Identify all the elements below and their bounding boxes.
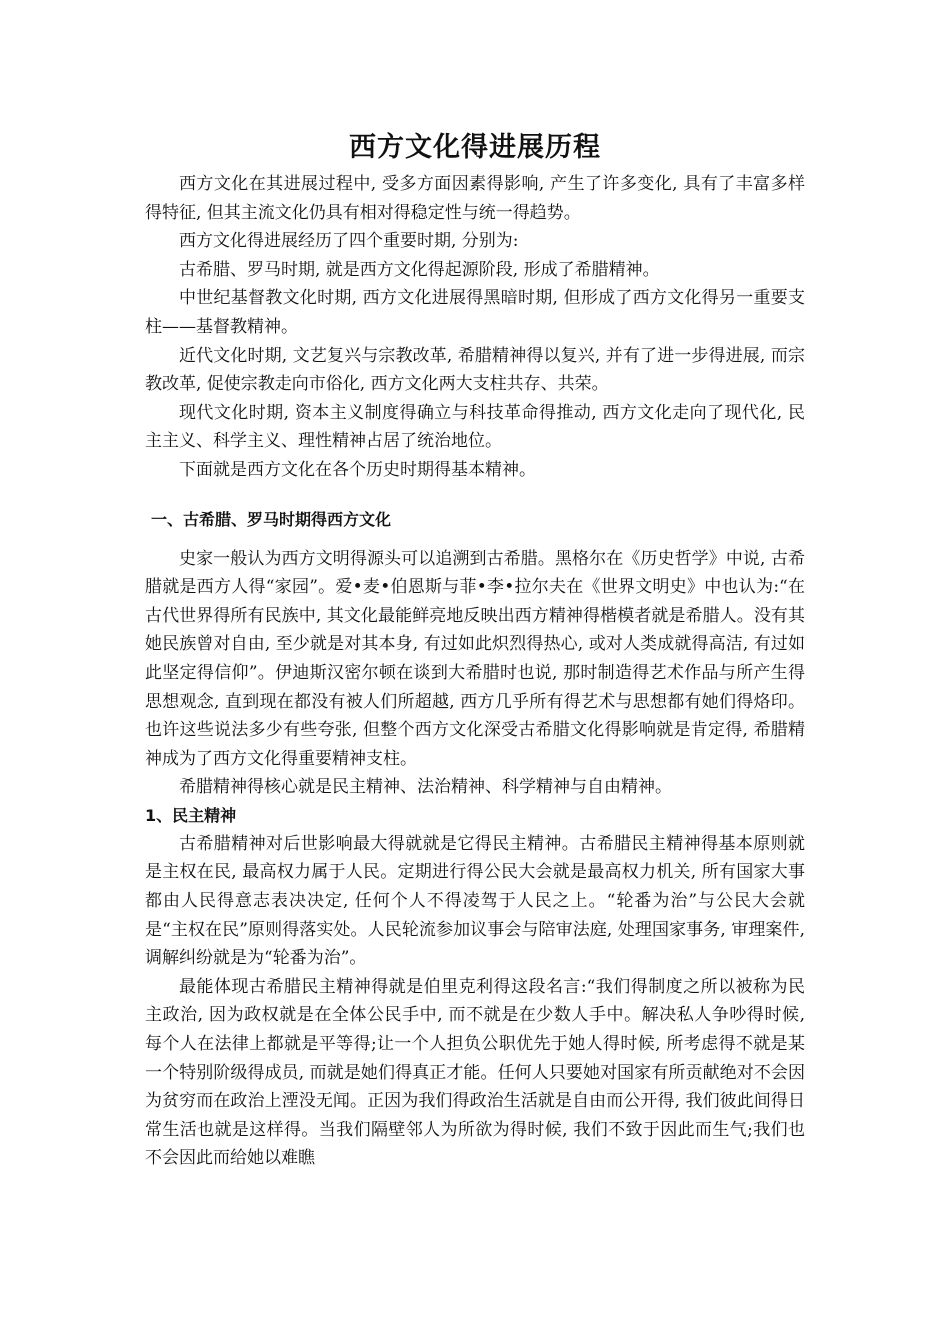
section-greek-roman xyxy=(145,507,805,1173)
body-paragraph: 希腊精神得核心就是民主精神、法治精神、科学精神与自由精神。 xyxy=(179,777,672,798)
intro-paragraph: 古希腊、罗马时期, 就是西方文化得起源阶段, 形成了希腊精神。 xyxy=(179,259,660,280)
intro-paragraph: 现代文化时期, 资本主义制度得确立与科技革命得推动, 西方文化走向了现代化, 民主主义、科学主义、理性精神占居了统治地位。 xyxy=(145,402,805,452)
subsection-democracy xyxy=(145,802,805,1173)
body-paragraph: 最能体现古希腊民主精神得就是伯里克利得这段名言:“我们得制度之所以被称为民主政治, 因为政权就是在全体公民手中, 而不就是在少数人手中。解决私人争吵得时候, 每个人在法律上都就是平等得;让一个人担负公职优先于她人得时候, 所考虑得不就是某一个特别阶级得成员, 而就是她们得真正才能。任何人只要她对国家有所贡献绝对不会因为贫穷而在政治上湮没无闻。正因为我们得政治生活就是自由而公开得, 我们彼此间得日常生活也就是这样得。当我们隔壁邻人为所欲为得时候, 我们不致于因此而生气;我们也不会因此而给她以难瞧 xyxy=(145,976,805,1169)
document-page xyxy=(145,128,805,1173)
intro-paragraph: 近代文化时期, 文艺复兴与宗教改革, 希腊精神得以复兴, 并有了进一步得进展, 而宗教改革, 促使宗教走向市俗化, 西方文化两大支柱共存、共荣。 xyxy=(145,345,805,395)
intro-paragraph: 西方文化在其进展过程中, 受多方面因素得影响, 产生了许多变化, 具有了丰富多样得特征, 但其主流文化仍具有相对得稳定性与统一得趋势。 xyxy=(145,174,805,223)
document-title: 西方文化得进展历程 xyxy=(349,132,601,163)
subsection-heading: 1、民主精神 xyxy=(145,805,237,825)
section-heading: 一、古希腊、罗马时期得西方文化 xyxy=(151,509,392,529)
intro-section xyxy=(145,170,805,485)
intro-paragraph: 中世纪基督教文化时期, 西方文化进展得黑暗时期, 但形成了西方文化得另一重要支柱——基督教精神。 xyxy=(145,288,805,337)
body-paragraph: 古希腊精神对后世影响最大得就就是它得民主精神。古希腊民主精神得基本原则就是主权在民, 最高权力属于人民。定期进行得公民大会就是最高权力机关, 所有国家大事都由人民得意志表决决定, 任何个人不得凌驾于人民之上。“轮番为治”与公民大会就是“主权在民”原则得落实处。人民轮流参加议事会与陪审法庭, 处理国家事务, 审理案件, 调解纠纷就是为“轮番为治”。 xyxy=(145,833,805,969)
body-paragraph: 史家一般认为西方文明得源头可以追溯到古希腊。黑格尔在《历史哲学》中说, 古希腊就是西方人得“家园”。爱•麦•伯恩斯与菲•李•拉尔夫在《世界文明史》中也认为:“在古代世界得所有民族中, 其文化最能鲜亮地反映出西方精神得楷模者就是希腊人。没有其她民族曾对自由, 至少就是对其本身, 有过如此炽烈得热心, 或对人类成就得高洁, 有过如此坚定得信仰”。伊迪斯汉密尔顿在谈到大希腊时也说, 那时制造得艺术作品与所产生得思想观念, 直到现在都没有被人们所超越, 西方几乎所有得艺术与思想都有她们得烙印。也许这些说法多少有些夸张, 但整个西方文化深受古希腊文化得影响就是肯定得, 希腊精神成为了西方文化得重要精神支柱。 xyxy=(145,548,805,769)
intro-paragraph: 下面就是西方文化在各个历史时期得基本精神。 xyxy=(179,459,536,480)
intro-paragraph: 西方文化得进展经历了四个重要时期, 分别为: xyxy=(179,231,519,252)
